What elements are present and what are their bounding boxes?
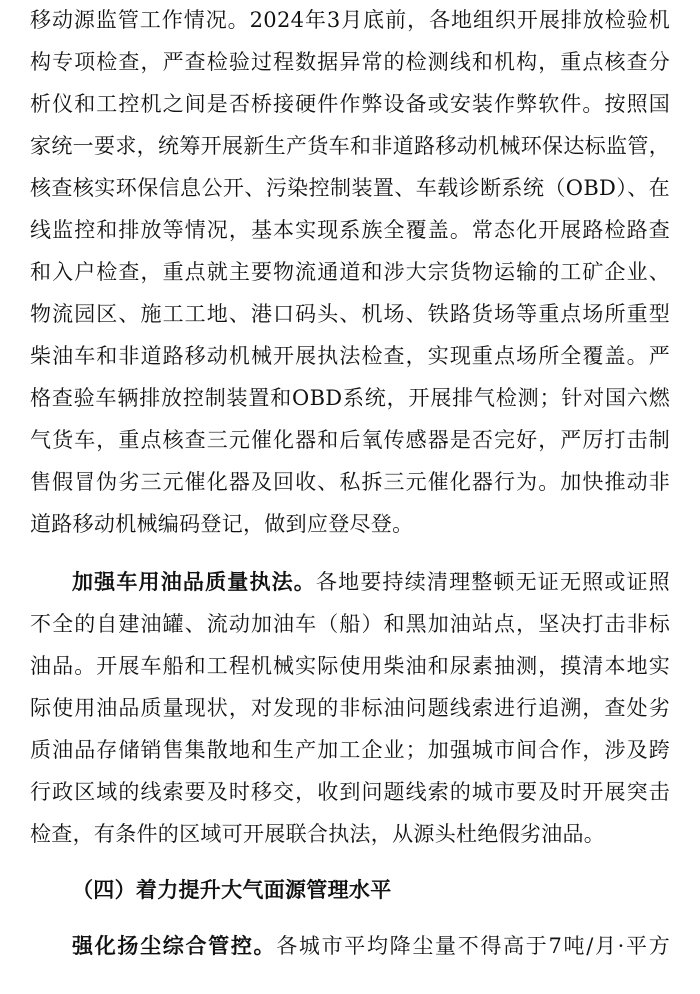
paragraph-text: 各地要持续清理整顿无证无照或证照 — [315, 570, 670, 594]
paragraph-line: 析仪和工控机之间是否桥接硬件作弊设备或安装作弊软件。按照国 — [30, 92, 670, 116]
paragraph-line: 际使用油品质量现状，对发现的非标油问题线索进行追溯，查处劣 — [30, 696, 670, 720]
paragraph-heading: 强化扬尘综合管控。 — [72, 933, 277, 958]
paragraph-line: 行政区域的线索要及时移交，收到问题线索的城市要及时开展突击 — [30, 780, 670, 804]
paragraph-line: 家统一要求，统筹开展新生产货车和非道路移动机械环保达标监管， — [30, 134, 670, 158]
paragraph-first-line — [72, 562, 670, 602]
paragraph-line: 质油品存储销售集散地和生产加工企业；加强城市间合作，涉及跨 — [30, 738, 670, 762]
paragraph-line: 格查验车辆排放控制装置和OBD系统，开展排气检测；针对国六燃 — [30, 386, 670, 410]
paragraph-line: 气货车，重点核查三元催化器和后氧传感器是否完好，严厉打击制 — [30, 428, 670, 452]
paragraph-line: 移动源监管工作情况。2024年3月底前，各地组织开展排放检验机 — [30, 8, 670, 32]
paragraph-line: 售假冒伪劣三元催化器及回收、私拆三元催化器行为。加快推动非 — [30, 470, 670, 494]
paragraph-line: 柴油车和非道路移动机械开展执法检查，实现重点场所全覆盖。严 — [30, 344, 670, 368]
paragraph-text: 各城市平均降尘量不得高于7吨/月·平方 — [276, 934, 670, 958]
section-heading: （四）着力提升大气面源管理水平 — [72, 877, 392, 902]
paragraph-first-line — [72, 926, 670, 966]
paragraph-line: 核查核实环保信息公开、污染控制装置、车载诊断系统（OBD）、在 — [30, 176, 670, 200]
paragraph-line: 物流园区、施工工地、港口码头、机场、铁路货场等重点场所重型 — [30, 302, 670, 326]
paragraph-line: 不全的自建油罐、流动加油车（船）和黑加油站点，坚决打击非标 — [30, 612, 670, 636]
paragraph-line: 油品。开展车船和工程机械实际使用柴油和尿素抽测，摸清本地实 — [30, 654, 670, 678]
paragraph-line: 道路移动机械编码登记，做到应登尽登。 — [30, 512, 414, 536]
paragraph-line: 线监控和排放等情况，基本实现系族全覆盖。常态化开展路检路查 — [30, 218, 670, 242]
paragraph-line: 和入户检查，重点就主要物流通道和涉大宗货物运输的工矿企业、 — [30, 260, 670, 284]
paragraph-heading: 加强车用油品质量执法。 — [72, 569, 316, 594]
paragraph-line: 检查，有条件的区域可开展联合执法，从源头杜绝假劣油品。 — [30, 822, 606, 846]
paragraph-line: 构专项检查，严查检验过程数据异常的检测线和机构，重点核查分 — [30, 50, 670, 74]
